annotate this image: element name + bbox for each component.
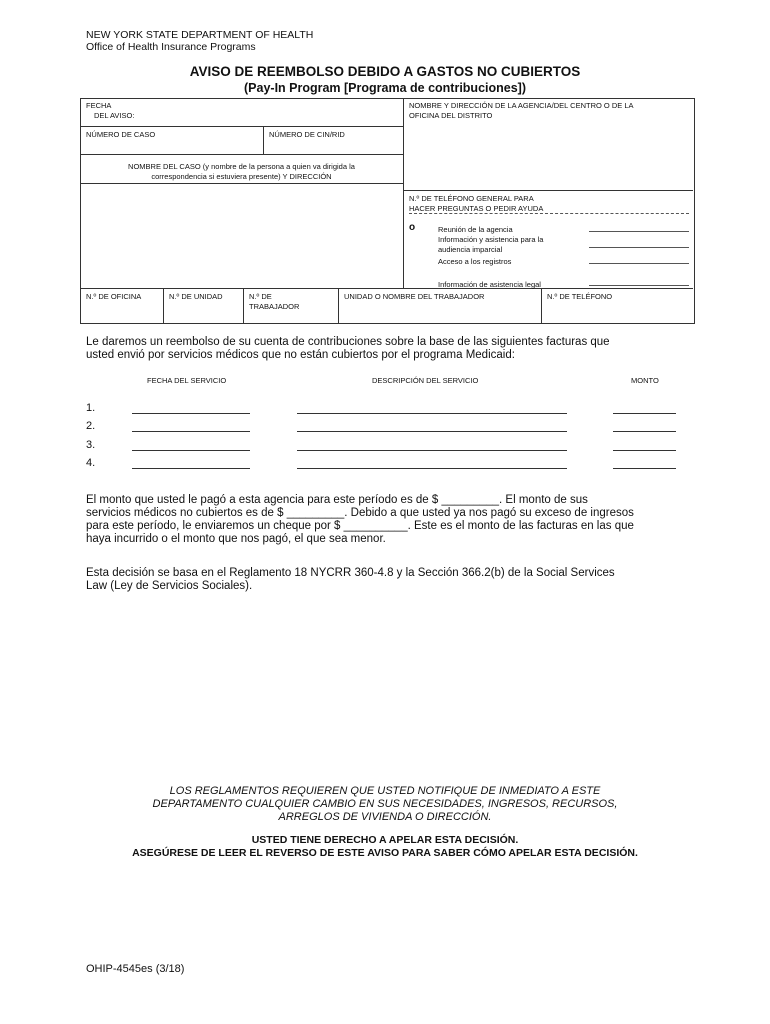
page-subtitle: (Pay-In Program [Programa de contribuciones])	[244, 81, 526, 95]
row-desc-blank	[297, 431, 567, 432]
row-desc-blank	[297, 468, 567, 469]
row-fecha-blank	[132, 431, 250, 432]
telefono-general-line	[409, 213, 689, 214]
form-box	[80, 98, 695, 324]
divider-oficina	[163, 288, 164, 323]
divider-bottom-row	[80, 288, 693, 289]
agencia-label: NOMBRE Y DIRECCIÓN DE LA AGENCIA/DEL CENTRO O DE LA OFICINA DEL DISTRITO	[409, 101, 634, 120]
intro-paragraph: Le daremos un reembolso de su cuenta de contribuciones sobre la base de las siguientes facturas que usted envió por servicios médicos que no están cubiertos por el programa Medicaid:	[86, 336, 610, 361]
divider-unidad	[243, 288, 244, 323]
divider-nombre	[80, 183, 403, 184]
option-reunion: Reunión de la agencia	[438, 225, 513, 234]
oficina-label: N.º DE OFICINA	[86, 292, 142, 301]
row-fecha-blank	[132, 413, 250, 414]
col-desc-header: DESCRIPCIÓN DEL SERVICIO	[372, 376, 479, 385]
row-desc-blank	[297, 450, 567, 451]
option-informacion-line	[589, 247, 689, 248]
unidad-label: N.º DE UNIDAD	[169, 292, 223, 301]
fecha-label: FECHA DEL AVISO:	[86, 101, 135, 120]
telefono-label: N.º DE TELÉFONO	[547, 292, 613, 301]
row-fecha-blank	[132, 450, 250, 451]
row-monto-blank	[613, 468, 676, 469]
row-monto-blank	[613, 413, 676, 414]
row-fecha-blank	[132, 468, 250, 469]
row-number: 3.	[86, 439, 96, 451]
nombre-caso-label: NOMBRE DEL CASO (y nombre de la persona a quien va dirigida la correspondencia si estuviera presente) Y DIRECCIÓN	[128, 162, 355, 181]
divider-caso	[80, 154, 403, 155]
row-number: 1.	[86, 402, 96, 414]
row-number: 2.	[86, 420, 96, 432]
option-reunion-line	[589, 231, 689, 232]
option-legal-line	[589, 285, 689, 286]
telefono-general-label: N.º DE TELÉFONO GENERAL PARA HACER PREGUNTAS O PEDIR AYUDA	[409, 194, 544, 213]
title-block	[0, 64, 770, 96]
divider-fecha	[80, 126, 403, 127]
option-acceso: Acceso a los registros	[438, 257, 512, 266]
option-bullet: o	[409, 222, 416, 233]
col-fecha-header: FECHA DEL SERVICIO	[147, 376, 227, 385]
divider-telefono	[541, 288, 542, 323]
row-monto-blank	[613, 431, 676, 432]
divider-agencia	[403, 190, 693, 191]
row-monto-blank	[613, 450, 676, 451]
option-informacion: Información y asistencia para la audiencia imparcial	[438, 235, 544, 254]
numero-cin-label: NÚMERO DE CIN/RID	[269, 130, 345, 139]
office-name: Office of Health Insurance Programs	[86, 41, 256, 53]
monto-paragraph: El monto que usted le pagó a esta agencia para este período es de $ _________. El monto de sus servicios médicos no cubiertos es de $ _________. Debido a que usted ya nos pagó su exceso de ingresos para este período, le enviaremos un cheque por $ __________. Este es el monto de las facturas en las que haya incurrido o el monto que nos pagó, el que sea menor.	[86, 494, 634, 545]
row-desc-blank	[297, 413, 567, 414]
form-number: OHIP-4545es (3/18)	[86, 963, 185, 975]
trabajador-label: N.º DE TRABAJADOR	[249, 292, 300, 311]
appeal-notice: USTED TIENE DERECHO A APELAR ESTA DECISIÓN. ASEGÚRESE DE LEER EL REVERSO DE ESTE AVISO PARA SABER CÓMO APELAR ESTA DECISIÓN.	[132, 834, 638, 859]
divider-trabajador	[338, 288, 339, 323]
decision-paragraph: Esta decisión se basa en el Reglamento 18 NYCRR 360-4.8 y la Sección 366.2(b) de la Social Services Law (Ley de Servicios Sociales).	[86, 567, 615, 592]
regulations-notice: LOS REGLAMENTOS REQUIEREN QUE USTED NOTIFIQUE DE INMEDIATO A ESTE DEPARTAMENTO CUALQUIER CAMBIO EN SUS NECESIDADES, INGRESOS, RECURSOS, ARREGLOS DE VIVIENDA O DIRECCIÓN.	[152, 785, 618, 823]
page-title: AVISO DE REEMBOLSO DEBIDO A GASTOS NO CUBIERTOS	[189, 64, 581, 79]
option-acceso-line	[589, 263, 689, 264]
divider-caso-cin	[263, 126, 264, 154]
row-number: 4.	[86, 457, 96, 469]
option-legal: Información de asistencia legal	[438, 280, 541, 289]
numero-caso-label: NÚMERO DE CASO	[86, 130, 156, 139]
col-monto-header: MONTO	[631, 376, 659, 385]
divider-vertical-main	[403, 98, 404, 288]
agency-name: NEW YORK STATE DEPARTMENT OF HEALTH	[86, 29, 314, 41]
agency-header	[86, 29, 313, 53]
unidad-nombre-label: UNIDAD O NOMBRE DEL TRABAJADOR	[344, 292, 485, 301]
